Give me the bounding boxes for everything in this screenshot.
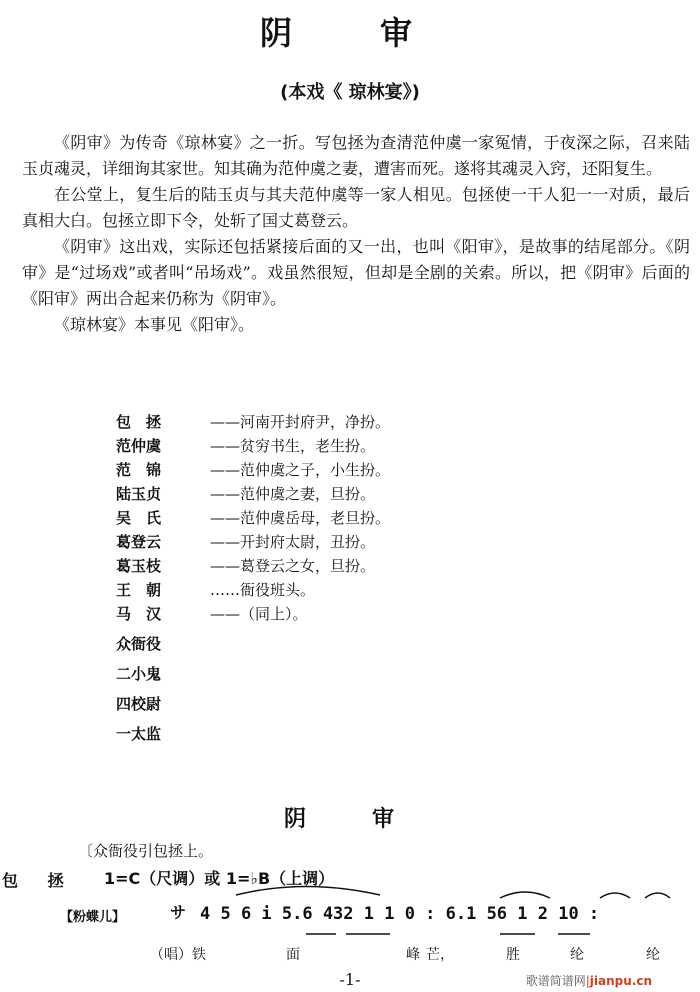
intro-paragraph-2: 在公堂上，复生后的陆玉贞与其夫范仲虞等一家人相见。包拯使一干人犯一一对质，最后真相大白。包拯立即下令，处斩了国丈葛登云。 <box>22 185 690 230</box>
cast-desc: ——河南开封府尹，净扮。 <box>210 413 391 431</box>
lyric: 面 <box>286 947 300 963</box>
cast-name: 包 拯 <box>116 413 162 431</box>
cast-name: 陆玉贞 <box>116 485 162 503</box>
cast-desc: ——（同上）。 <box>210 605 308 623</box>
slur-mark <box>500 892 550 898</box>
lyric: （唱）铁 <box>150 947 206 963</box>
cast-name: 王 朝 <box>116 581 162 599</box>
page-number: -1- <box>339 970 361 989</box>
cast-desc: ——贫穷书生，老生扮。 <box>210 437 376 455</box>
cast-name: 葛玉枝 <box>116 557 162 575</box>
intro-paragraph-3: 《阴审》这出戏，实际还包括紧接后面的又一出，也叫《阳审》，是故事的结尾部分。《阴审》是“过场戏”或者叫“吊场戏”。戏虽然很短，但却是全剧的关索。所以，把《阴审》后面的《阳审》两出合起来仍称为《阴审》。 <box>22 237 690 308</box>
lyric: 纶 <box>646 947 660 963</box>
cast-desc: ——开封府太尉，丑扮。 <box>210 533 376 551</box>
intro-paragraph-4: 《琼林宴》本事见《阳审》。 <box>54 315 255 334</box>
lyric: 峰 <box>406 947 420 963</box>
intro-paragraph-1: 《阴审》为传奇《琼林宴》之一折。写包拯为查清范仲虞一家冤情，于夜深之际，召来陆玉贞魂灵，详细询其家世。知其确为范仲虞之妻，遭害而死。遂将其魂灵入窍，还阳复生。 <box>22 133 690 178</box>
lyric: 芒， <box>426 947 454 963</box>
cast-desc: ——范仲虞之子，小生扮。 <box>210 461 391 479</box>
cast-desc: ——葛登云之女，旦扮。 <box>210 557 376 575</box>
watermark: 歌谱简谱网|jianpu.cn <box>525 974 652 988</box>
section-title: 阴 审 <box>283 807 416 832</box>
cast-name: 范仲虞 <box>116 437 162 455</box>
score-qupai: 【粉蝶儿】 <box>60 910 126 925</box>
slur-mark <box>236 887 380 896</box>
cast-desc: ……衙役班头。 <box>210 581 316 599</box>
score-key: 1=C（尺调）或 1=♭B（上调） <box>104 869 335 888</box>
cast-name: 葛登云 <box>116 533 162 551</box>
cast-name: 二小鬼 <box>116 665 162 683</box>
cast-name: 马 汉 <box>116 605 162 623</box>
cast-name: 一太监 <box>116 725 162 743</box>
score-role: 包 拯 <box>2 871 76 890</box>
lyric: 胜 <box>506 947 520 963</box>
page-subtitle: (本戏《 琼林宴》) <box>280 82 420 103</box>
cast-name: 范 锦 <box>116 461 162 479</box>
lyric: 纶 <box>570 947 584 963</box>
cast-desc: ——范仲虞之妻，旦扮。 <box>210 485 376 503</box>
cast-name: 众衙役 <box>116 635 162 653</box>
slur-mark <box>600 893 630 898</box>
score-notes: 4 5 6 i 5.6 432 1 1 0 : 6.1 56 1 2 10 : <box>200 904 600 924</box>
page-title: 阴 审 <box>259 14 440 52</box>
slur-mark <box>645 893 670 898</box>
score-sa-mark: サ <box>170 903 187 922</box>
cast-name: 吴 氏 <box>116 509 162 527</box>
cast-desc: ——范仲虞岳母，老旦扮。 <box>210 509 391 527</box>
cast-name: 四校尉 <box>116 695 162 713</box>
stage-direction: 〔众衙役引包拯上。 <box>78 842 214 860</box>
watermark-domain: jianpu.cn <box>589 974 652 988</box>
watermark-site: 歌谱简谱网 <box>525 974 586 988</box>
